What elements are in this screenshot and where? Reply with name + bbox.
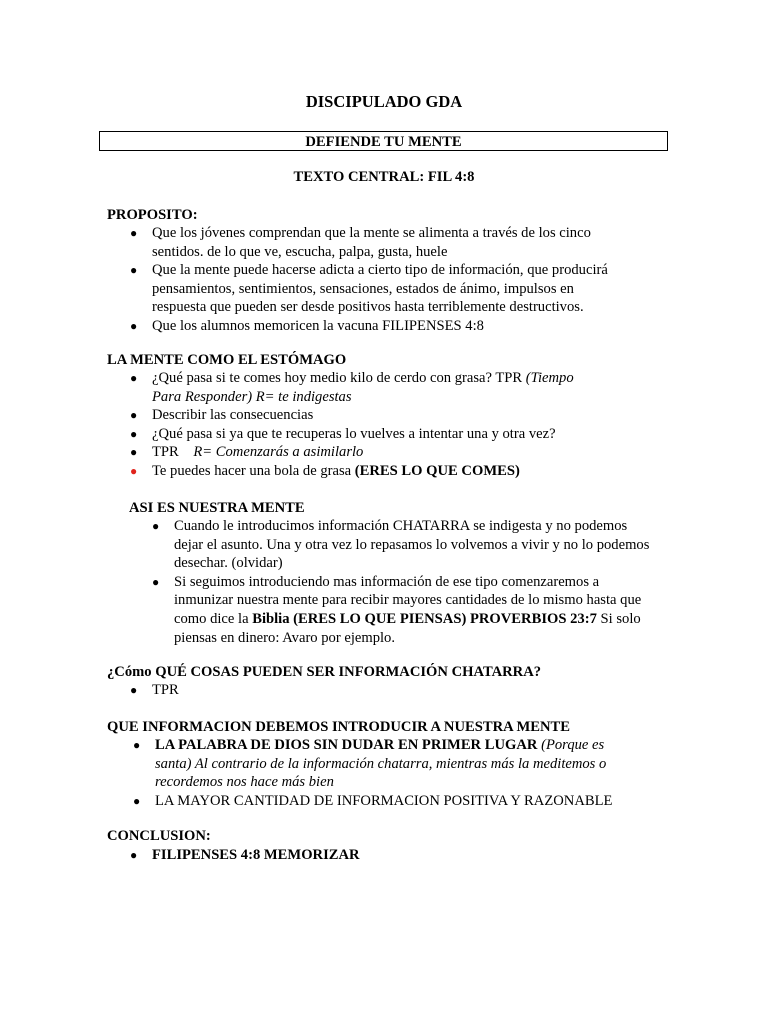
asi-es-heading: ASI ES NUESTRA MENTE [129, 500, 305, 516]
list-item: ● TPR [130, 682, 179, 698]
bullet-icon: ● [133, 793, 141, 808]
list-item: ● ¿Qué pasa si te comes hoy medio kilo de cerdo con grasa? TPR (Tiempo Para Responder) R= te indigestas [130, 370, 574, 405]
list-item: ● LA MAYOR CANTIDAD DE INFORMACION POSITIVA Y RAZONABLE [133, 792, 613, 809]
bullet-icon: ● [152, 574, 160, 589]
estomago-list [130, 369, 582, 481]
bullet-icon: ● [130, 408, 138, 423]
list-item: ● FILIPENSES 4:8 MEMORIZAR [130, 847, 360, 863]
red-bullet-icon: ● [130, 463, 138, 478]
estomago-heading: LA MENTE COMO EL ESTÓMAGO [107, 352, 347, 368]
list-item: ● TPR R= Comenzarás a asimilarlo [130, 444, 364, 461]
conclusion-list [130, 846, 622, 865]
proposito-heading: PROPOSITO: [107, 207, 198, 223]
bullet-icon: ● [130, 683, 138, 697]
boxed-title: DEFIENDE TU MENTE [99, 131, 668, 151]
list-item: ● Si seguimos introduciendo mas información de ese tipo comenzaremos a inmunizar nuestra mente para recibir mayores cantidades de lo mismo hasta que como dice la Biblia (ERES LO QUE PIENSAS) PROVERBIOS 23:7 Si solo piensas en dinero: Avaro por ejemplo. [152, 573, 642, 646]
conclusion-heading: CONCLUSION: [107, 828, 211, 844]
list-item: ● Que la mente puede hacerse adicta a cierto tipo de información, que producirá pensamientos, sentimientos, sensaciones, estados de ánimo, impulsos en respuesta que pueden ser desde positivos hasta terriblemente destructivos. [130, 262, 608, 316]
document-title: DISCIPULADO GDA [305, 92, 463, 111]
bullet-icon: ● [152, 519, 160, 533]
list-item: ● Que los alumnos memoricen la vacuna FILIPENSES 4:8 [130, 317, 484, 334]
list-item: ● Describir las consecuencias [130, 407, 314, 424]
bullet-icon: ● [130, 426, 138, 441]
bullet-icon: ● [130, 848, 138, 862]
central-text: TEXTO CENTRAL: FIL 4:8 [293, 169, 475, 185]
bullet-icon: ● [130, 445, 138, 460]
introducir-heading: QUE INFORMACION DEBEMOS INTRODUCIR A NUESTRA MENTE [107, 719, 571, 735]
list-item: ● Cuando le introducimos información CHATARRA se indigesta y no podemos dejar el asunto. Una y otra vez lo repasamos lo volvemos a vivir y no lo podemos desechar. (olvidar) [152, 518, 650, 572]
chatarra-list [130, 681, 622, 700]
bullet-icon: ● [130, 263, 138, 278]
proposito-list [130, 224, 622, 336]
list-item: ● Te puedes hacer una bola de grasa (ERES LO QUE COMES) [130, 462, 520, 479]
list-item: ● Que los jóvenes comprendan que la mente se alimenta a través de los cinco sentidos. de lo que ve, escucha, palpa, gusta, huele [130, 225, 591, 260]
bullet-icon: ● [130, 371, 138, 385]
bullet-icon: ● [130, 226, 138, 240]
asi-es-list [152, 517, 660, 647]
bullet-icon: ● [133, 738, 141, 752]
chatarra-heading: ¿Cómo QUÉ COSAS PUEDEN SER INFORMACIÓN CHATARRA? [107, 664, 542, 680]
introducir-list [133, 736, 625, 810]
list-item: ● LA PALABRA DE DIOS SIN DUDAR EN PRIMER LUGAR (Porque es santa) Al contrario de la información chatarra, mientras más la meditemos o recordemos nos hace más bien [133, 737, 607, 791]
list-item: ● ¿Qué pasa si ya que te recuperas lo vuelves a intentar una y otra vez? [130, 425, 556, 442]
bullet-icon: ● [130, 318, 138, 333]
